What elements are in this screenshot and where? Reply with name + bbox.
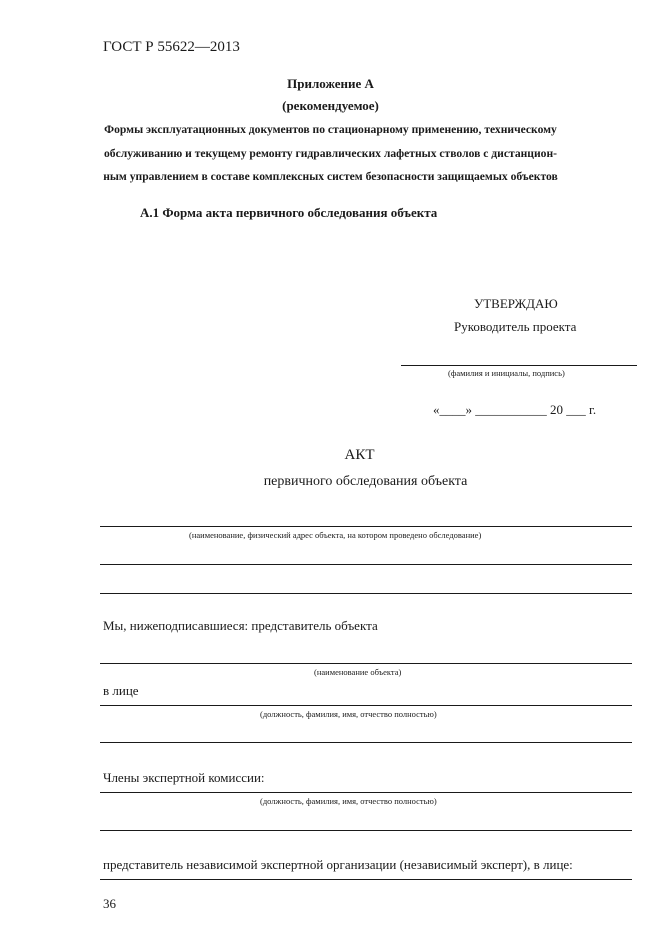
- blank-line-4: [100, 830, 632, 831]
- expert-line: [100, 879, 632, 880]
- section-heading: А.1 Форма акта первичного обследования объекта: [140, 205, 438, 220]
- appendix-description-line-1: Формы эксплуатационных документов по стационарному применению, техническому: [104, 123, 557, 136]
- appendix-title: Приложение А: [287, 76, 374, 91]
- blank-line-1: [100, 564, 632, 565]
- commission-label: Члены экспертной комиссии:: [103, 770, 265, 785]
- person-caption: (должность, фамилия, имя, отчество полностью): [260, 709, 437, 719]
- object-address-line: [100, 526, 632, 527]
- object-address-caption: (наименование, физический адрес объекта, на котором проведено обследование): [189, 530, 482, 540]
- person-line: [100, 705, 632, 706]
- document-standard-number: ГОСТ Р 55622—2013: [103, 39, 240, 55]
- in-person-label: в лице: [103, 683, 139, 698]
- commission-caption: (должность, фамилия, имя, отчество полностью): [260, 796, 437, 806]
- appendix-description-line-2: обслуживанию и текущему ремонту гидравлических лафетных стволов с дистанцион-: [103, 147, 557, 160]
- act-title: АКТ: [344, 447, 375, 463]
- page-number: 36: [103, 896, 116, 911]
- approval-date-line: «____» ___________ 20 ___ г.: [433, 402, 597, 417]
- approver-role: Руководитель проекта: [454, 319, 577, 334]
- object-name-line: [100, 663, 632, 664]
- blank-line-3: [100, 742, 632, 743]
- signers-intro: Мы, нижеподписавшиеся: представитель объекта: [103, 618, 378, 633]
- object-name-caption: (наименование объекта): [314, 667, 402, 677]
- commission-line: [100, 792, 632, 793]
- expert-label: представитель независимой экспертной организации (независимый эксперт), в лице:: [103, 857, 573, 872]
- signature-line: [401, 365, 637, 366]
- appendix-description-line-3: ным управлением в составе комплексных систем безопасности защищаемых объектов: [103, 170, 558, 183]
- signature-caption: (фамилия и инициалы, подпись): [448, 368, 565, 378]
- approve-label: УТВЕРЖДАЮ: [474, 296, 558, 311]
- appendix-subtitle: (рекомендуемое): [282, 98, 379, 113]
- blank-line-2: [100, 593, 632, 594]
- act-subtitle: первичного обследования объекта: [263, 474, 468, 489]
